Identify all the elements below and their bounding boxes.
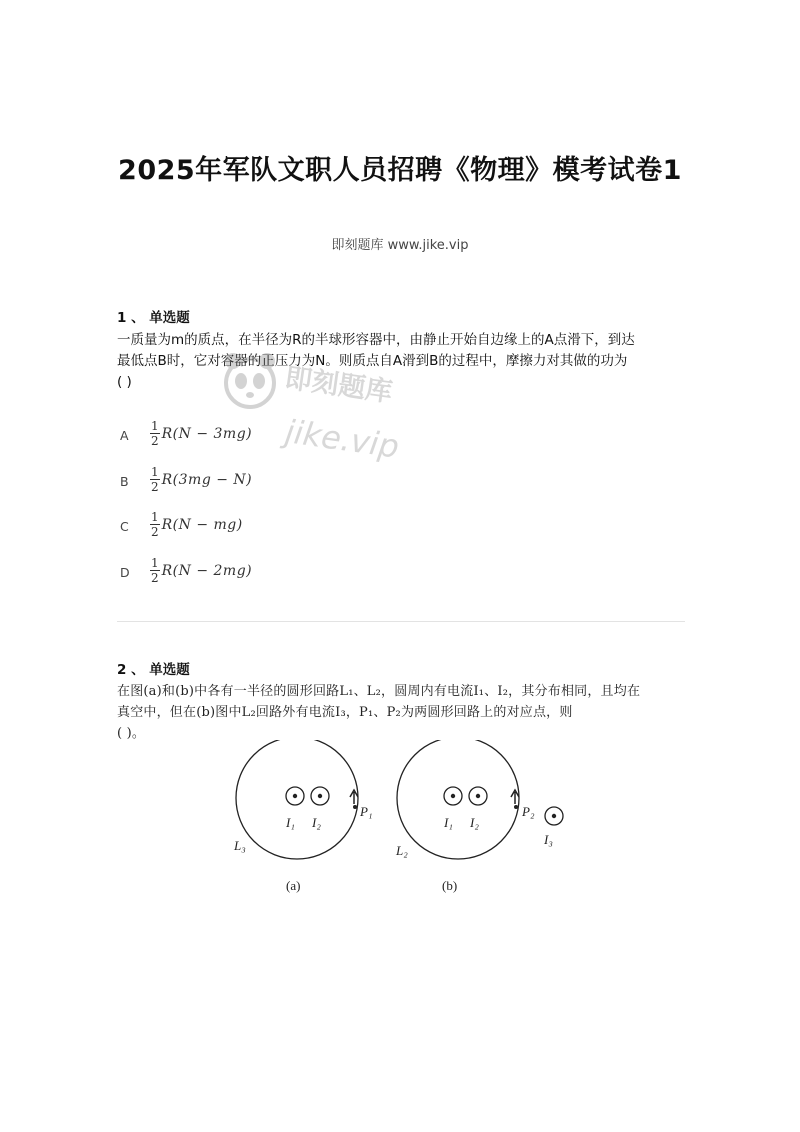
direction-arrow-a-icon bbox=[350, 790, 358, 804]
loop-b-circle bbox=[397, 740, 519, 859]
option-expression: R(N − mg) bbox=[161, 516, 243, 533]
label-l3: L₃ bbox=[234, 838, 246, 853]
question-2-header: 2 、 单选题 bbox=[117, 662, 190, 678]
caption-b: (b) bbox=[442, 878, 458, 893]
label-l2: L₂ bbox=[396, 843, 408, 858]
page-title: 2025年军队文职人员招聘《物理》模考试卷1 bbox=[118, 155, 682, 186]
option-expression: R(N − 2mg) bbox=[161, 562, 253, 579]
fraction-denominator: 2 bbox=[151, 434, 159, 448]
label-p1: P₁ bbox=[360, 804, 373, 819]
option-formula bbox=[150, 510, 243, 546]
label-i2-a: I₂ bbox=[312, 815, 321, 830]
option-formula bbox=[150, 465, 252, 501]
caption-a: (a) bbox=[286, 878, 301, 893]
loop-diagram bbox=[200, 740, 620, 900]
option-expression: R(3mg − N) bbox=[161, 471, 253, 488]
site-source: 即刻题库 www.jike.vip bbox=[331, 238, 469, 253]
question-2-text bbox=[117, 681, 692, 744]
option-letter: B bbox=[120, 474, 129, 489]
fraction-denominator: 2 bbox=[151, 480, 159, 494]
direction-arrow-b-icon bbox=[511, 790, 519, 804]
question-2-line: 在图(a)和(b)中各有一半径的圆形回路L₁、L₂，圆周内有电流I₁、I₂，其分布相同，且均在 bbox=[117, 684, 641, 699]
option-expression: R(N − 3mg) bbox=[161, 425, 253, 442]
question-1-text bbox=[117, 330, 692, 393]
question-1-header: 1 、 单选题 bbox=[117, 310, 190, 326]
question-2-line: 真空中，但在(b)图中L₂回路外有电流I₃，P₁、P₂为两圆形回路上的对应点，则 bbox=[117, 705, 573, 720]
fraction-numerator: 1 bbox=[151, 510, 159, 524]
section-divider bbox=[117, 621, 685, 622]
label-i3: I₃ bbox=[544, 832, 553, 847]
fraction-numerator: 1 bbox=[151, 419, 159, 433]
question-1-line: ( ) bbox=[117, 374, 132, 390]
question-2-figure bbox=[200, 740, 620, 900]
watermark-url: jike.vip bbox=[282, 412, 402, 466]
option-formula bbox=[150, 419, 252, 455]
fraction-numerator: 1 bbox=[151, 465, 159, 479]
label-i1-a: I₁ bbox=[286, 815, 295, 830]
question-1-line: 一质量为m的质点，在半径为R的半球形容器中，由静止开始自边缘上的A点滑下，到达 bbox=[117, 332, 635, 348]
option-letter: C bbox=[120, 519, 129, 534]
loop-a-circle bbox=[236, 740, 358, 859]
option-formula bbox=[150, 556, 252, 592]
label-i1-b: I₁ bbox=[444, 815, 453, 830]
option-letter: D bbox=[120, 565, 130, 580]
question-2-line: ( )。 bbox=[117, 726, 146, 741]
label-p2: P₂ bbox=[522, 804, 535, 819]
fraction-numerator: 1 bbox=[151, 556, 159, 570]
watermark-text: 即刻题库 bbox=[282, 362, 395, 409]
option-letter: A bbox=[120, 428, 129, 443]
fraction-denominator: 2 bbox=[151, 525, 159, 539]
question-1-line: 最低点B时，它对容器的正压力为N。则质点自A滑到B的过程中，摩擦力对其做的功为 bbox=[117, 353, 628, 369]
label-i2-b: I₂ bbox=[470, 815, 479, 830]
fraction-denominator: 2 bbox=[151, 571, 159, 585]
